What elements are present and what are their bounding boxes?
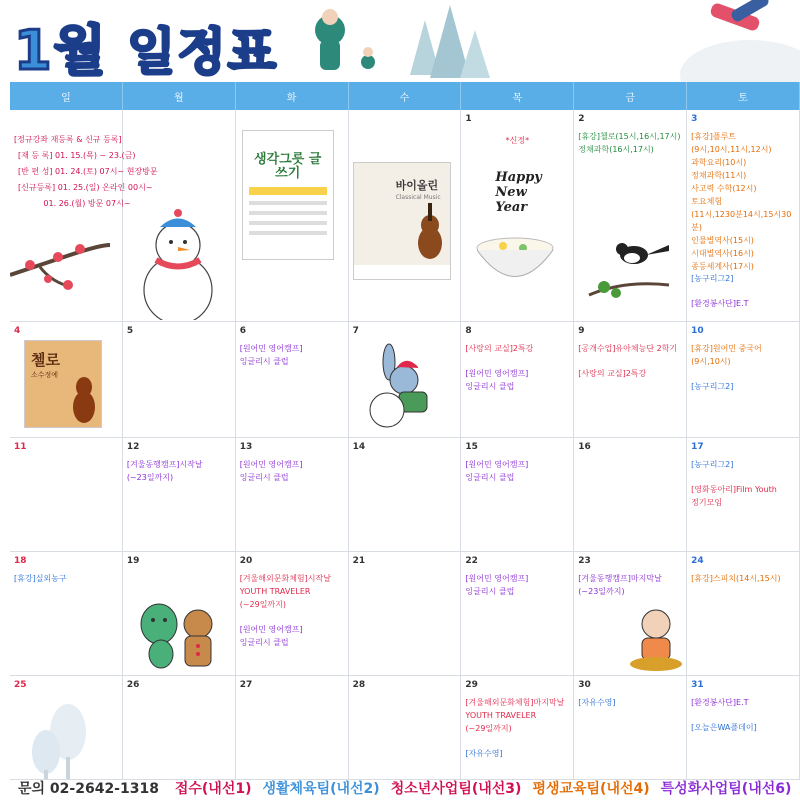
day-number: 4 — [14, 326, 21, 336]
day-cell-20 — [236, 552, 349, 676]
poster-title: 첼로 — [31, 351, 60, 369]
cello-class-poster — [24, 340, 102, 428]
weekday-tue: 화 — [236, 82, 349, 110]
magpie-illustration — [584, 225, 674, 305]
weekday-wed: 수 — [349, 82, 462, 110]
day-number: 2 — [578, 114, 585, 124]
event-text: [휴강]실외농구 — [14, 574, 67, 583]
event-text: [오늘은WA플데이] — [691, 723, 757, 732]
notice-line: 01. 26.(월) 방문 07시~ — [18, 199, 131, 208]
event-text: [휴강]첼로(15시,16시,17시) 정채과학(16시,17시) — [578, 132, 681, 154]
event-text: [농구리그2] — [691, 460, 734, 469]
poster-title: 생각그릇 글쓰기 — [254, 152, 322, 181]
title-rest: 일정표 — [127, 23, 279, 81]
violin-class-poster — [353, 162, 451, 280]
day-cell-16 — [574, 438, 687, 552]
event-text: [원어민 영어캠프] 잉글리시 클럽 — [465, 369, 529, 391]
day-number: 18 — [14, 556, 27, 566]
day-number: 15 — [465, 442, 478, 452]
dinosaur-gingerbread-illustration — [133, 596, 223, 672]
day-cell-21 — [349, 552, 462, 676]
poster-subtitle: Classical Music — [395, 194, 441, 201]
weekday-thu: 목 — [461, 82, 574, 110]
registration-notice — [14, 132, 158, 212]
event-text: [휴강]스피치(14시,15시) — [691, 574, 781, 583]
day-number: 21 — [352, 556, 366, 566]
event-text: [자유수영] — [465, 749, 503, 758]
event-text: [농구리그2] — [691, 274, 734, 283]
plum-blossom-illustration — [10, 235, 110, 305]
poster-subtitle: 소수정예 — [31, 371, 59, 379]
day-number: 9 — [578, 326, 585, 336]
day-number: 20 — [239, 556, 253, 566]
event-text: [농구리그2] — [691, 382, 734, 391]
day-cell-3 — [687, 110, 800, 322]
day-cell-6 — [236, 322, 349, 438]
day-number: 29 — [465, 680, 478, 690]
notice-line: [재 등 록] 01. 15.(목) ~ 23.(금) — [18, 151, 136, 160]
event-text: *신정* — [505, 136, 530, 145]
event-text: [휴강]원어민 중국어 (9시,10시) — [691, 344, 762, 366]
notice-line: [반 편 성] 01. 24.(토) 07시~ 현장방문 — [18, 167, 158, 176]
team-contact: 특성화사업팀(내선6) — [660, 781, 792, 797]
day-number: 22 — [465, 556, 478, 566]
event-text: [환경봉사단]E.T — [691, 299, 749, 308]
bowing-child-illustration — [628, 604, 686, 674]
day-number: 3 — [691, 114, 698, 124]
event-text: [원어민 영어캠프] 잉글리시 클럽 — [465, 460, 529, 482]
winter-scene-illustration — [290, 0, 800, 82]
notice-header: [정규강좌 재등록 & 신규 등록] — [14, 135, 122, 144]
weekday-mon: 월 — [123, 82, 236, 110]
day-number: 10 — [691, 326, 704, 336]
snowy-trees-illustration — [28, 702, 98, 780]
team-contact: 청소년사업팀(내선3) — [390, 781, 522, 797]
event-text: [겨울해외문화체험]마지막날 YOUTH TRAVELER (~29일까지) — [465, 698, 565, 733]
title-month: 1월 — [14, 19, 108, 82]
day-number: 13 — [239, 442, 253, 452]
day-number: 31 — [691, 680, 704, 690]
event-text: [사랑의 교실]2특강 — [465, 344, 534, 353]
day-cell-8 — [461, 322, 574, 438]
day-number: 23 — [578, 556, 591, 566]
day-cell-12 — [123, 438, 236, 552]
day-cell-9 — [574, 322, 687, 438]
day-cell-14 — [349, 438, 462, 552]
day-cell-30 — [574, 676, 687, 780]
day-cell-19 — [123, 552, 236, 676]
team-contact: 접수(내선1) — [174, 781, 252, 797]
day-cell-17 — [687, 438, 800, 552]
day-cell-1 — [461, 110, 574, 322]
day-number: 30 — [578, 680, 591, 690]
happy-new-year-text: Happy New Year — [495, 170, 542, 215]
calendar — [10, 82, 800, 780]
calendar-grid — [10, 110, 800, 780]
day-cell-18 — [10, 552, 123, 676]
team-list — [175, 781, 800, 797]
snowman-illustration — [128, 205, 228, 320]
day-number: 6 — [239, 326, 246, 336]
day-cell-13 — [236, 438, 349, 552]
day-number: 14 — [352, 442, 366, 452]
event-text: [원어민 영어캠프] 잉글리시 클럽 — [239, 460, 303, 482]
event-text: [원어민 영어캠프] 잉글리시 클럽 — [239, 344, 303, 366]
day-number: 12 — [126, 442, 140, 452]
writing-class-poster — [242, 130, 334, 260]
weekday-sun: 일 — [10, 82, 123, 110]
poster-title: 바이올린 — [395, 179, 439, 192]
day-cell-5 — [123, 322, 236, 438]
day-number: 25 — [14, 680, 27, 690]
rice-cake-soup-illustration — [473, 228, 558, 298]
team-contact: 평생교육팀(내선4) — [532, 781, 650, 797]
event-text: [겨울해외문화체험]시작날 YOUTH TRAVELER (~29일까지) — [239, 574, 331, 609]
notice-line: [신규등록] 01. 25.(일) 온라인 00시~ — [18, 183, 153, 192]
day-cell-31 — [687, 676, 800, 780]
day-cell-11 — [10, 438, 123, 552]
event-text: [자유수영] — [578, 698, 616, 707]
day-number: 8 — [465, 326, 472, 336]
footer-contact-bar — [18, 778, 800, 798]
rabbit-snowball-illustration — [359, 342, 449, 434]
day-cell-26 — [123, 676, 236, 780]
event-text: [영화동아리]Film Youth 정기모임 — [691, 485, 777, 507]
team-contact: 생활체육팀(내선2) — [262, 781, 380, 797]
event-text: [원어민 영어캠프] 잉글리시 클럽 — [465, 574, 529, 596]
event-text: [겨울동행캠프]마지막날 (~23일까지) — [578, 574, 662, 596]
day-number: 11 — [14, 442, 27, 452]
day-number: 17 — [691, 442, 704, 452]
weekday-header — [10, 82, 800, 110]
event-text: [휴강]플루트 (9시,10시,11시,12시) 과학요리(10시) 정채과학(11시) 사고력 수학(12시) 토요체험 (11시,1230분14시,15시30분) 인물별역사(15시) 시대별역사(16시) 종등세계사(17시) — [691, 132, 792, 271]
day-number: 1 — [465, 114, 472, 124]
day-number: 28 — [352, 680, 366, 690]
day-cell-27 — [236, 676, 349, 780]
day-number: 16 — [578, 442, 591, 452]
weekday-sat: 토 — [687, 82, 800, 110]
event-text: [겨울동행캠프]시작날 (~23일까지) — [126, 460, 203, 482]
day-number: 27 — [239, 680, 253, 690]
event-text: [원어민 영어캠프] 잉글리시 클럽 — [239, 625, 303, 647]
day-number: 7 — [352, 326, 359, 336]
day-number: 24 — [691, 556, 704, 566]
empty-cell — [10, 110, 158, 322]
day-cell-7 — [349, 322, 462, 438]
page-title — [14, 8, 278, 85]
weekday-fri: 금 — [574, 82, 687, 110]
day-cell-2 — [574, 110, 687, 322]
day-cell-10 — [687, 322, 800, 438]
empty-cell — [349, 110, 462, 322]
day-cell-22 — [461, 552, 574, 676]
event-text: [환경봉사단]E.T — [691, 698, 749, 707]
day-cell-4 — [10, 322, 123, 438]
day-cell-15 — [461, 438, 574, 552]
day-number: 19 — [126, 556, 140, 566]
day-number: 26 — [126, 680, 140, 690]
contact-phone: 문의 02-2642-1318 — [18, 781, 159, 797]
day-cell-28 — [349, 676, 462, 780]
event-text: [사랑의 교실]2특강 — [578, 369, 647, 378]
day-number: 5 — [126, 326, 134, 336]
empty-cell — [236, 110, 349, 322]
day-cell-24 — [687, 552, 800, 676]
day-cell-29 — [461, 676, 574, 780]
event-text: [공개수업]유아체능단 2학기 — [578, 344, 678, 353]
day-cell-25 — [10, 676, 123, 780]
day-cell-23 — [574, 552, 687, 676]
